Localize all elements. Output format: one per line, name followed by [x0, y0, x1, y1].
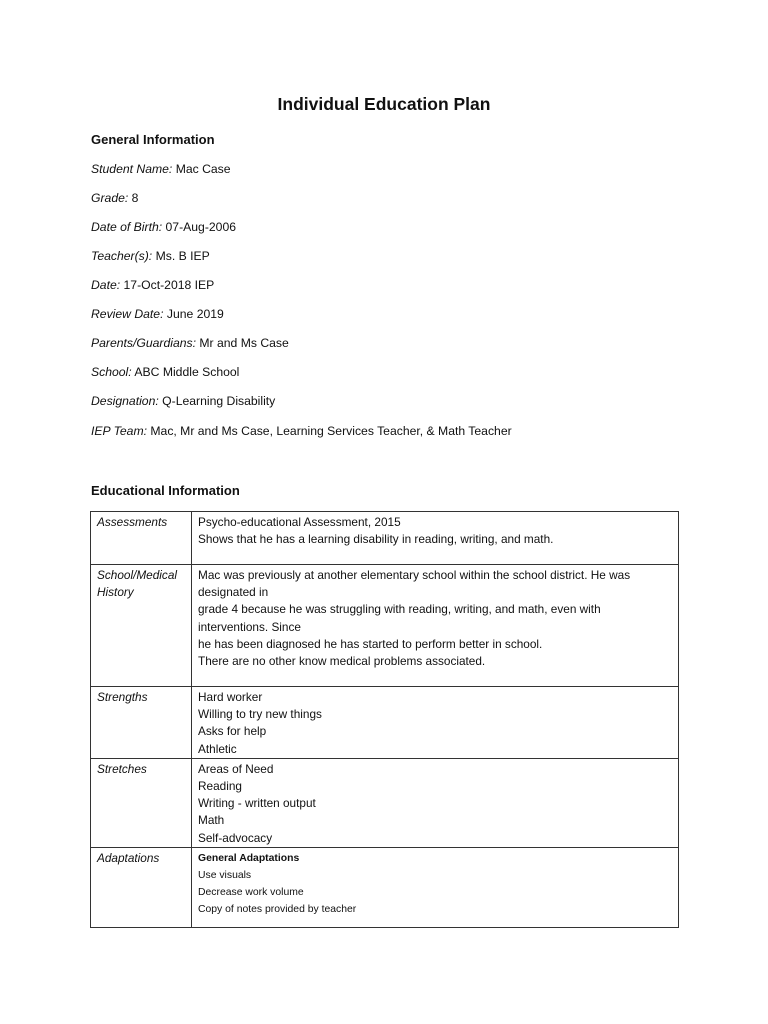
- field-label: Teacher(s):: [91, 249, 153, 263]
- row-line: Decrease work volume: [198, 887, 304, 899]
- row-line: Psycho-educational Assessment, 2015: [198, 515, 401, 529]
- row-content: [192, 847, 679, 927]
- field-label: Date:: [91, 278, 121, 292]
- educational-information-table: [90, 511, 679, 928]
- field-label: IEP Team:: [91, 424, 147, 438]
- field-label: Student Name:: [91, 162, 173, 176]
- row-content: [192, 565, 679, 687]
- field-student-name: [91, 162, 231, 176]
- row-line: Shows that he has a learning disability in reading, writing, and math.: [198, 532, 554, 547]
- field-label: Designation:: [91, 394, 159, 408]
- field-value: 8: [131, 191, 139, 205]
- field-value: Mac Case: [175, 162, 231, 176]
- row-label: Strengths: [91, 687, 192, 759]
- field-value: Q-Learning Disability: [162, 394, 276, 408]
- field-value: ABC Middle School: [134, 365, 240, 379]
- table-row: [91, 758, 679, 847]
- table-row: [91, 565, 679, 687]
- row-line: Hard worker: [198, 690, 263, 704]
- table-row: [91, 512, 679, 565]
- row-line: grade 4 because he was struggling with reading, writing, and math, even with interventions. Since: [198, 602, 601, 634]
- field-value: 07-Aug-2006: [165, 220, 237, 234]
- field-school: [91, 365, 239, 379]
- row-label: Adaptations: [91, 847, 192, 927]
- row-line: he has been diagnosed he has started to perform better in school.: [198, 636, 543, 651]
- row-line: Asks for help: [198, 724, 267, 739]
- row-line: Willing to try new things: [198, 707, 322, 722]
- field-label: School:: [91, 365, 132, 379]
- field-value: June 2019: [166, 307, 224, 321]
- row-line: Mac was previously at another elementary school within the school district. He was designated in: [198, 568, 631, 600]
- field-value: Mr and Ms Case: [199, 336, 289, 350]
- field-label: Parents/Guardians:: [91, 336, 197, 350]
- row-line: Athletic: [198, 741, 237, 756]
- table-row: [91, 847, 679, 927]
- row-line: Math: [198, 813, 225, 828]
- row-line: Reading: [198, 779, 242, 794]
- field-parents-guardians: [91, 336, 289, 350]
- row-content: [192, 687, 679, 759]
- row-content: [192, 758, 679, 847]
- row-label: School/Medical History: [91, 565, 192, 687]
- educational-information-heading: Educational Information: [91, 483, 240, 498]
- field-grade: [91, 191, 138, 205]
- field-date-of-birth: [91, 220, 236, 234]
- field-teachers: [91, 249, 210, 263]
- row-content: [192, 512, 679, 565]
- field-iep-team: [91, 424, 512, 438]
- table-row: [91, 687, 679, 759]
- row-line: Writing - written output: [198, 796, 316, 811]
- row-line: General Adaptations: [198, 852, 300, 864]
- field-designation: [91, 394, 275, 408]
- row-label: Stretches: [91, 758, 192, 847]
- row-line: Areas of Need: [198, 761, 274, 776]
- field-value: Mac, Mr and Ms Case, Learning Services Teacher, & Math Teacher: [150, 424, 512, 438]
- field-label: Date of Birth:: [91, 220, 163, 234]
- row-line: Use visuals: [198, 870, 252, 882]
- row-label: Assessments: [91, 512, 192, 565]
- field-date: [91, 278, 214, 292]
- page-title: Individual Education Plan: [277, 94, 491, 114]
- field-label: Grade:: [91, 191, 129, 205]
- field-value: 17-Oct-2018 IEP: [123, 278, 215, 292]
- row-line: There are no other know medical problems associated.: [198, 654, 486, 669]
- field-label: Review Date:: [91, 307, 164, 321]
- field-value: Ms. B IEP: [155, 249, 210, 263]
- row-line: Copy of notes provided by teacher: [198, 904, 357, 916]
- general-information-heading: General Information: [91, 132, 215, 147]
- field-review-date: [91, 307, 224, 321]
- row-line: Self-advocacy: [198, 830, 273, 845]
